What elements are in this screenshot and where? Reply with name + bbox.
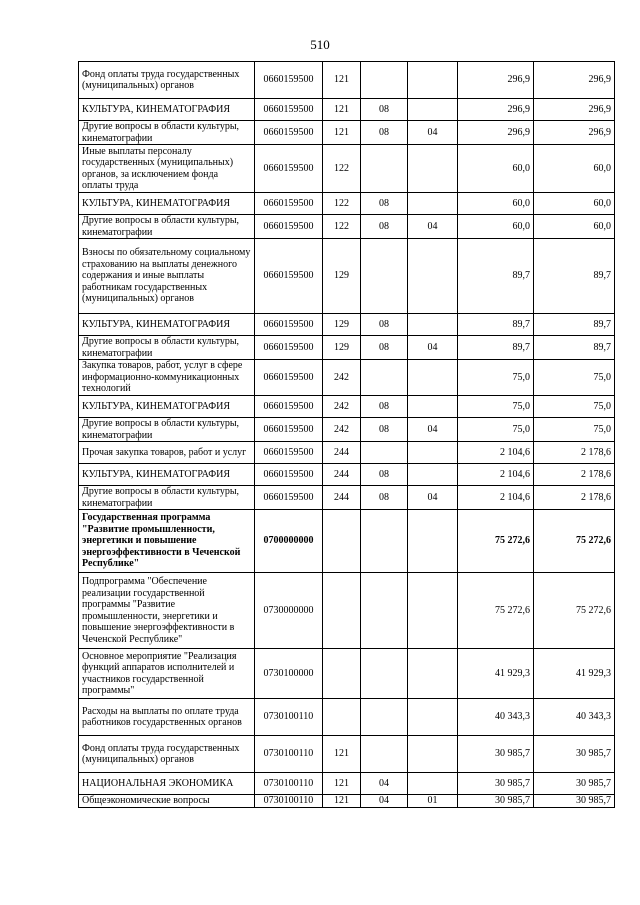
cell-target-code: 0730100110 xyxy=(255,699,323,736)
cell-amount-2: 75,0 xyxy=(534,396,615,418)
cell-target-code: 0660159500 xyxy=(255,418,323,442)
table-row xyxy=(79,699,615,736)
table-row xyxy=(79,736,615,773)
cell-expense-type: 244 xyxy=(323,442,361,464)
cell-amount-1: 2 104,6 xyxy=(458,464,534,486)
cell-subsection xyxy=(408,193,458,215)
cell-target-code: 0660159500 xyxy=(255,121,323,145)
cell-name: Другие вопросы в области культуры, кинематографии xyxy=(79,418,255,442)
table-row xyxy=(79,418,615,442)
cell-expense-type xyxy=(323,573,361,649)
cell-name: Другие вопросы в области культуры, кинематографии xyxy=(79,215,255,239)
cell-target-code: 0660159500 xyxy=(255,215,323,239)
table-row xyxy=(79,396,615,418)
cell-section: 08 xyxy=(361,193,408,215)
cell-subsection xyxy=(408,649,458,699)
cell-amount-1: 89,7 xyxy=(458,314,534,336)
cell-amount-2: 296,9 xyxy=(534,121,615,145)
cell-expense-type: 244 xyxy=(323,464,361,486)
cell-amount-1: 60,0 xyxy=(458,145,534,193)
cell-target-code: 0660159500 xyxy=(255,145,323,193)
cell-section: 04 xyxy=(361,773,408,795)
cell-target-code: 0660159500 xyxy=(255,360,323,396)
cell-subsection: 01 xyxy=(408,795,458,808)
cell-subsection xyxy=(408,314,458,336)
cell-amount-1: 41 929,3 xyxy=(458,649,534,699)
cell-amount-1: 30 985,7 xyxy=(458,795,534,808)
cell-name: Фонд оплаты труда государственных (муниципальных) органов xyxy=(79,736,255,773)
cell-amount-1: 2 104,6 xyxy=(458,442,534,464)
cell-amount-2: 60,0 xyxy=(534,215,615,239)
cell-amount-1: 75,0 xyxy=(458,418,534,442)
cell-amount-2: 2 178,6 xyxy=(534,486,615,510)
cell-expense-type: 242 xyxy=(323,396,361,418)
cell-section: 08 xyxy=(361,314,408,336)
cell-subsection xyxy=(408,396,458,418)
cell-section xyxy=(361,360,408,396)
cell-target-code: 0660159500 xyxy=(255,336,323,360)
cell-target-code: 0700000000 xyxy=(255,510,323,573)
page-number: 510 xyxy=(310,37,330,52)
cell-section: 08 xyxy=(361,215,408,239)
cell-name: Другие вопросы в области культуры, кинематографии xyxy=(79,486,255,510)
cell-name: КУЛЬТУРА, КИНЕМАТОГРАФИЯ xyxy=(79,193,255,215)
cell-section xyxy=(361,649,408,699)
cell-target-code: 0730100110 xyxy=(255,773,323,795)
cell-expense-type: 242 xyxy=(323,360,361,396)
cell-name: КУЛЬТУРА, КИНЕМАТОГРАФИЯ xyxy=(79,314,255,336)
cell-expense-type: 122 xyxy=(323,145,361,193)
cell-name: Другие вопросы в области культуры, кинематографии xyxy=(79,121,255,145)
cell-section xyxy=(361,239,408,314)
table-row xyxy=(79,510,615,573)
cell-amount-2: 30 985,7 xyxy=(534,795,615,808)
cell-section: 08 xyxy=(361,336,408,360)
cell-name: Фонд оплаты труда государственных (муниципальных) органов xyxy=(79,62,255,99)
table-row xyxy=(79,62,615,99)
cell-expense-type xyxy=(323,510,361,573)
cell-name: Подпрограмма "Обеспечение реализации государственной программы "Развитие промышленности, энергетики и повышение энергоэффективности в Чеченской Республике" xyxy=(79,573,255,649)
cell-subsection xyxy=(408,699,458,736)
cell-section xyxy=(361,62,408,99)
cell-amount-1: 296,9 xyxy=(458,62,534,99)
cell-amount-2: 2 178,6 xyxy=(534,464,615,486)
budget-table xyxy=(78,61,615,808)
table-row xyxy=(79,121,615,145)
cell-amount-1: 296,9 xyxy=(458,99,534,121)
cell-subsection: 04 xyxy=(408,418,458,442)
cell-amount-2: 30 985,7 xyxy=(534,736,615,773)
cell-amount-1: 75 272,6 xyxy=(458,510,534,573)
cell-amount-1: 89,7 xyxy=(458,336,534,360)
cell-section xyxy=(361,510,408,573)
cell-amount-2: 296,9 xyxy=(534,99,615,121)
table-row xyxy=(79,442,615,464)
cell-subsection: 04 xyxy=(408,215,458,239)
cell-target-code: 0660159500 xyxy=(255,193,323,215)
cell-amount-2: 41 929,3 xyxy=(534,649,615,699)
table-row xyxy=(79,336,615,360)
cell-amount-2: 75,0 xyxy=(534,360,615,396)
cell-expense-type: 129 xyxy=(323,336,361,360)
cell-target-code: 0660159500 xyxy=(255,486,323,510)
cell-amount-1: 30 985,7 xyxy=(458,773,534,795)
cell-expense-type: 121 xyxy=(323,795,361,808)
cell-subsection xyxy=(408,510,458,573)
cell-amount-1: 75 272,6 xyxy=(458,573,534,649)
cell-section: 08 xyxy=(361,99,408,121)
table-row xyxy=(79,145,615,193)
cell-target-code: 0730000000 xyxy=(255,573,323,649)
table-row xyxy=(79,314,615,336)
cell-amount-1: 296,9 xyxy=(458,121,534,145)
cell-target-code: 0730100110 xyxy=(255,736,323,773)
cell-name: Расходы на выплаты по оплате труда работников государственных органов xyxy=(79,699,255,736)
cell-section: 04 xyxy=(361,795,408,808)
table-row xyxy=(79,193,615,215)
cell-name: Другие вопросы в области культуры, кинематографии xyxy=(79,336,255,360)
cell-expense-type: 129 xyxy=(323,314,361,336)
table-row xyxy=(79,215,615,239)
cell-amount-1: 75,0 xyxy=(458,360,534,396)
cell-section: 08 xyxy=(361,486,408,510)
cell-section xyxy=(361,736,408,773)
cell-expense-type: 244 xyxy=(323,486,361,510)
cell-amount-1: 60,0 xyxy=(458,215,534,239)
cell-subsection xyxy=(408,239,458,314)
cell-target-code: 0660159500 xyxy=(255,314,323,336)
cell-amount-2: 75 272,6 xyxy=(534,573,615,649)
cell-amount-1: 89,7 xyxy=(458,239,534,314)
table-row xyxy=(79,795,615,808)
cell-expense-type: 121 xyxy=(323,99,361,121)
cell-amount-2: 60,0 xyxy=(534,193,615,215)
cell-subsection xyxy=(408,773,458,795)
cell-name: Общеэкономические вопросы xyxy=(79,795,255,808)
cell-amount-2: 89,7 xyxy=(534,314,615,336)
cell-expense-type xyxy=(323,699,361,736)
cell-name: Основное мероприятие "Реализация функций аппаратов исполнителей и участников государственной программы" xyxy=(79,649,255,699)
cell-section xyxy=(361,573,408,649)
cell-name: КУЛЬТУРА, КИНЕМАТОГРАФИЯ xyxy=(79,99,255,121)
cell-section xyxy=(361,145,408,193)
cell-amount-1: 75,0 xyxy=(458,396,534,418)
cell-amount-2: 30 985,7 xyxy=(534,773,615,795)
cell-section xyxy=(361,699,408,736)
cell-expense-type: 242 xyxy=(323,418,361,442)
cell-amount-1: 2 104,6 xyxy=(458,486,534,510)
cell-name: НАЦИОНАЛЬНАЯ ЭКОНОМИКА xyxy=(79,773,255,795)
cell-target-code: 0660159500 xyxy=(255,62,323,99)
cell-expense-type xyxy=(323,649,361,699)
cell-subsection xyxy=(408,145,458,193)
cell-subsection xyxy=(408,736,458,773)
cell-amount-2: 89,7 xyxy=(534,336,615,360)
cell-amount-1: 30 985,7 xyxy=(458,736,534,773)
cell-amount-2: 60,0 xyxy=(534,145,615,193)
cell-expense-type: 121 xyxy=(323,121,361,145)
cell-subsection: 04 xyxy=(408,486,458,510)
cell-amount-2: 75 272,6 xyxy=(534,510,615,573)
cell-subsection xyxy=(408,99,458,121)
table-row xyxy=(79,773,615,795)
cell-section: 08 xyxy=(361,121,408,145)
cell-amount-2: 75,0 xyxy=(534,418,615,442)
cell-amount-1: 40 343,3 xyxy=(458,699,534,736)
cell-subsection xyxy=(408,360,458,396)
cell-name: КУЛЬТУРА, КИНЕМАТОГРАФИЯ xyxy=(79,464,255,486)
cell-subsection xyxy=(408,442,458,464)
cell-section: 08 xyxy=(361,418,408,442)
cell-section: 08 xyxy=(361,464,408,486)
cell-expense-type: 122 xyxy=(323,193,361,215)
cell-amount-2: 296,9 xyxy=(534,62,615,99)
cell-expense-type: 121 xyxy=(323,773,361,795)
cell-name: Взносы по обязательному социальному страхованию на выплаты денежного содержания и иные выплаты работникам государственных (муниципальных) органов xyxy=(79,239,255,314)
table-row xyxy=(79,99,615,121)
cell-amount-2: 89,7 xyxy=(534,239,615,314)
table-row xyxy=(79,239,615,314)
cell-expense-type: 122 xyxy=(323,215,361,239)
cell-target-code: 0660159500 xyxy=(255,396,323,418)
cell-target-code: 0730100110 xyxy=(255,795,323,808)
cell-name: Закупка товаров, работ, услуг в сфере информационно-коммуникационных технологий xyxy=(79,360,255,396)
cell-subsection: 04 xyxy=(408,121,458,145)
table-body xyxy=(79,62,615,808)
cell-subsection xyxy=(408,464,458,486)
cell-target-code: 0660159500 xyxy=(255,239,323,314)
cell-expense-type: 129 xyxy=(323,239,361,314)
cell-expense-type: 121 xyxy=(323,62,361,99)
table-row xyxy=(79,360,615,396)
cell-amount-2: 40 343,3 xyxy=(534,699,615,736)
cell-section: 08 xyxy=(361,396,408,418)
cell-target-code: 0660159500 xyxy=(255,464,323,486)
cell-subsection: 04 xyxy=(408,336,458,360)
cell-target-code: 0660159500 xyxy=(255,442,323,464)
cell-expense-type: 121 xyxy=(323,736,361,773)
cell-name: КУЛЬТУРА, КИНЕМАТОГРАФИЯ xyxy=(79,396,255,418)
table-row xyxy=(79,486,615,510)
cell-subsection xyxy=(408,573,458,649)
cell-name: Иные выплаты персоналу государственных (муниципальных) органов, за исключением фонда оплаты труда xyxy=(79,145,255,193)
cell-name: Государственная программа "Развитие промышленности, энергетики и повышение энергоэффективности в Чеченской Республике" xyxy=(79,510,255,573)
cell-name: Прочая закупка товаров, работ и услуг xyxy=(79,442,255,464)
cell-amount-1: 60,0 xyxy=(458,193,534,215)
cell-subsection xyxy=(408,62,458,99)
cell-section xyxy=(361,442,408,464)
cell-target-code: 0660159500 xyxy=(255,99,323,121)
cell-target-code: 0730100000 xyxy=(255,649,323,699)
table-row xyxy=(79,573,615,649)
table-row xyxy=(79,464,615,486)
cell-amount-2: 2 178,6 xyxy=(534,442,615,464)
table-row xyxy=(79,649,615,699)
